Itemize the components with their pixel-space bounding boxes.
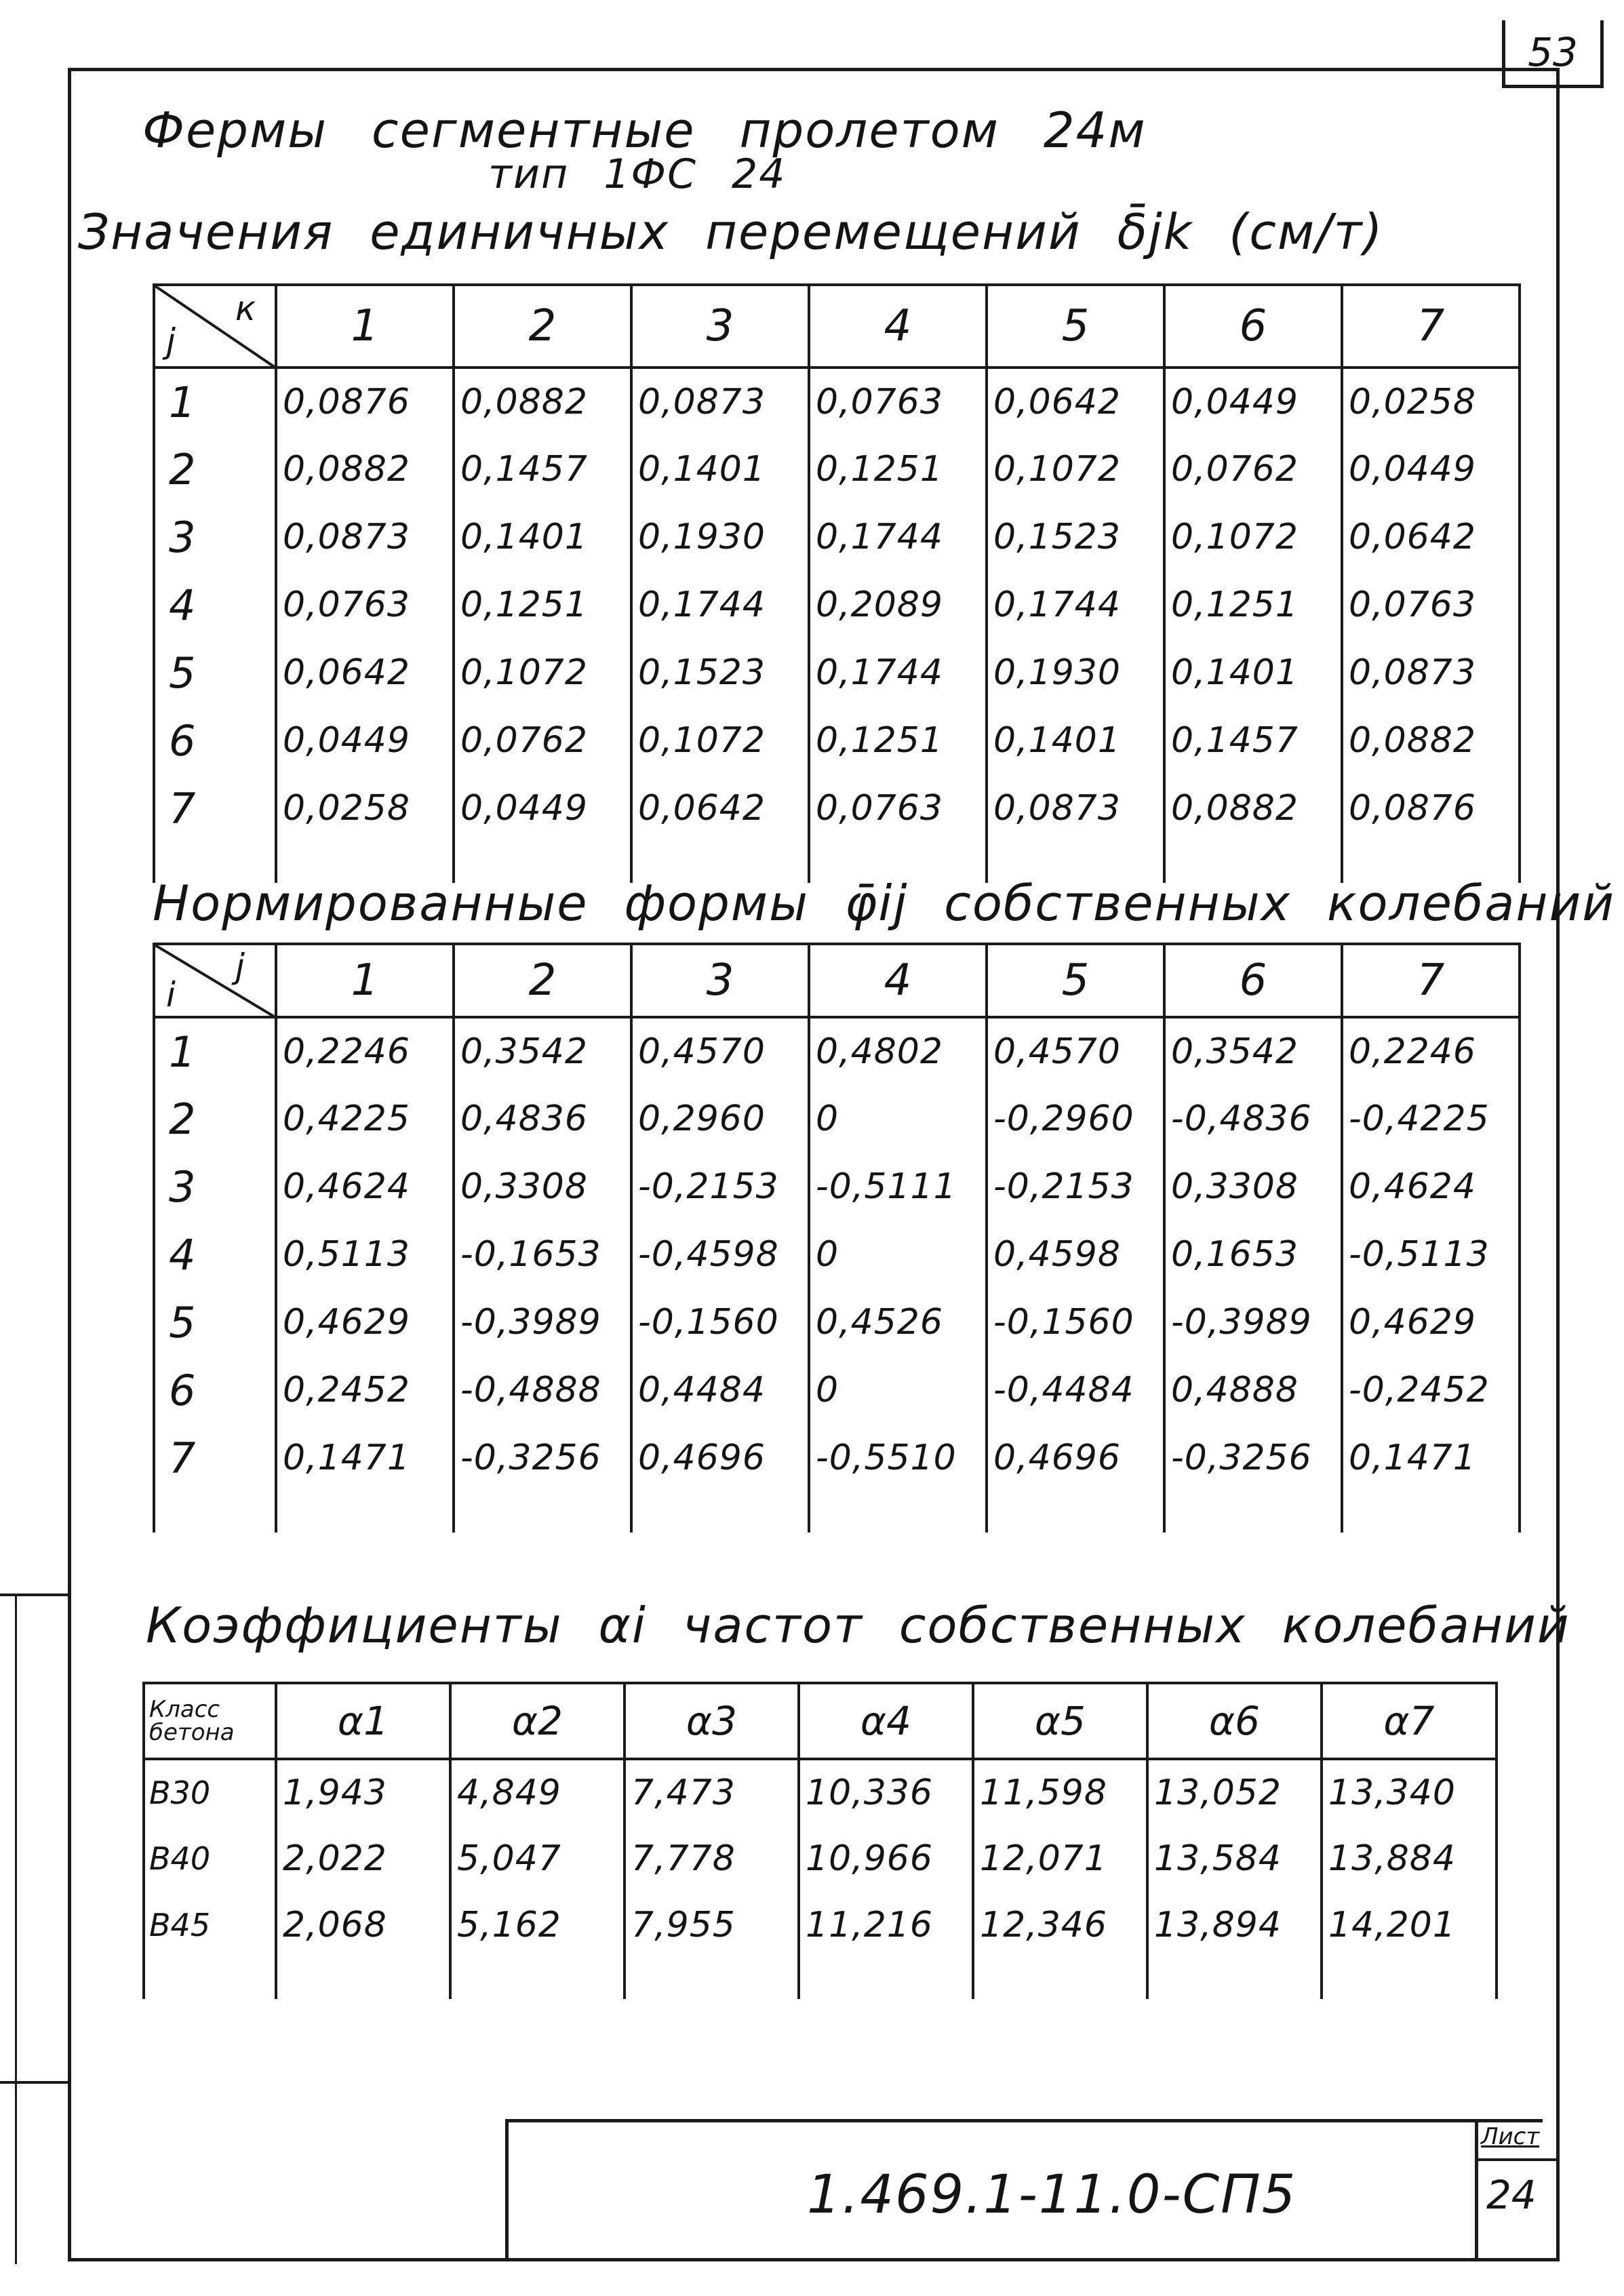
binding-strip bbox=[0, 1594, 68, 2264]
table-cell: 0,0763 bbox=[1342, 571, 1520, 639]
column-header: 2 bbox=[454, 285, 631, 368]
table-corner-cell bbox=[154, 944, 276, 1017]
row-label: В40 bbox=[144, 1825, 276, 1892]
column-header: 4 bbox=[809, 944, 987, 1017]
column-header: 5 bbox=[987, 285, 1164, 368]
column-header: α4 bbox=[799, 1683, 973, 1759]
strip-rule bbox=[0, 2081, 68, 2084]
row-label: 5 bbox=[154, 1288, 276, 1356]
table-row bbox=[154, 1424, 1520, 1492]
table-cell: 0,1457 bbox=[1164, 707, 1342, 774]
row-label: 1 bbox=[154, 1017, 276, 1085]
row-label: 2 bbox=[154, 1085, 276, 1153]
table-cell: 0,0258 bbox=[276, 774, 454, 842]
table-cell: 10,966 bbox=[799, 1825, 973, 1892]
table-cell: 0,1523 bbox=[631, 639, 809, 707]
table-corner-cell bbox=[154, 285, 276, 368]
table-cell: 0,4802 bbox=[809, 1017, 987, 1085]
table-cell: 7,778 bbox=[625, 1825, 799, 1892]
table-cell: -0,4598 bbox=[631, 1221, 809, 1288]
table-cell: 0,4526 bbox=[809, 1288, 987, 1356]
table-cell: 0,1457 bbox=[454, 435, 631, 503]
table-cell: 0,0882 bbox=[276, 435, 454, 503]
table-row bbox=[154, 639, 1520, 707]
table-row bbox=[154, 1085, 1520, 1153]
table-cell: 0,2960 bbox=[631, 1085, 809, 1153]
table-cell: 0,3308 bbox=[454, 1153, 631, 1221]
table-cell: 0,1744 bbox=[809, 503, 987, 571]
table-row bbox=[154, 1221, 1520, 1288]
section-heading-displacements: Значения единичных перемещений δ̄jk (см/т) bbox=[78, 203, 1384, 260]
table-cell: 0,1072 bbox=[631, 707, 809, 774]
table-cell: 0,4225 bbox=[276, 1085, 454, 1153]
table-cell: 0,1401 bbox=[631, 435, 809, 503]
table-cell: -0,1653 bbox=[454, 1221, 631, 1288]
table-row bbox=[154, 571, 1520, 639]
frequency-coefficients-table bbox=[142, 1682, 1498, 1999]
table-cell: -0,4225 bbox=[1342, 1085, 1520, 1153]
table-cell: 1,943 bbox=[276, 1759, 450, 1825]
table-cell: 0,1744 bbox=[987, 571, 1164, 639]
corner-row-index: j bbox=[166, 321, 176, 361]
row-label: 2 bbox=[154, 435, 276, 503]
table-cell: 0,0873 bbox=[1342, 639, 1520, 707]
row-label: В30 bbox=[144, 1759, 276, 1825]
table-cell: 0,1251 bbox=[809, 435, 987, 503]
table-row bbox=[154, 368, 1520, 435]
table-row bbox=[154, 1017, 1520, 1085]
table-cell: 0,5113 bbox=[276, 1221, 454, 1288]
table-cell: 0,1653 bbox=[1164, 1221, 1342, 1288]
table-cell: 2,068 bbox=[276, 1892, 450, 1958]
row-label: В45 bbox=[144, 1892, 276, 1958]
table-cell: 0,0873 bbox=[276, 503, 454, 571]
table-cell: -0,1560 bbox=[987, 1288, 1164, 1356]
table-cell: 0,0763 bbox=[809, 368, 987, 435]
table-cell: 0,0642 bbox=[987, 368, 1164, 435]
table-cell: 10,336 bbox=[799, 1759, 973, 1825]
row-label: 3 bbox=[154, 503, 276, 571]
table-cell: 13,052 bbox=[1147, 1759, 1322, 1825]
section-heading-mode-shapes: Нормированные формы φ̄ij собственных колебаний bbox=[153, 875, 1616, 932]
table-cell: 0,2089 bbox=[809, 571, 987, 639]
table-cell: -0,4836 bbox=[1164, 1085, 1342, 1153]
table-cell: 11,216 bbox=[799, 1892, 973, 1958]
table-spacer-row bbox=[154, 1492, 1520, 1532]
table-cell: 0,1401 bbox=[454, 503, 631, 571]
table-cell: 13,584 bbox=[1147, 1825, 1322, 1892]
table-cell: 11,598 bbox=[973, 1759, 1147, 1825]
table-cell: -0,2960 bbox=[987, 1085, 1164, 1153]
table-cell: 0,4696 bbox=[987, 1424, 1164, 1492]
table-cell: 0,1072 bbox=[1164, 503, 1342, 571]
document-subtitle: тип 1ФС 24 bbox=[488, 151, 787, 198]
table-cell: 0,0642 bbox=[276, 639, 454, 707]
column-header: 3 bbox=[631, 285, 809, 368]
table-row bbox=[144, 1825, 1497, 1892]
table-cell: -0,5510 bbox=[809, 1424, 987, 1492]
table-row bbox=[144, 1759, 1497, 1825]
table-cell: 0,0642 bbox=[1342, 503, 1520, 571]
table-cell: 0,4624 bbox=[1342, 1153, 1520, 1221]
table-cell: -0,2452 bbox=[1342, 1356, 1520, 1424]
table-cell: -0,1560 bbox=[631, 1288, 809, 1356]
table-row bbox=[154, 707, 1520, 774]
corner-col-index: к bbox=[235, 289, 256, 328]
mode-shapes-table bbox=[153, 943, 1521, 1532]
table-cell: 0,1072 bbox=[987, 435, 1164, 503]
table-cell: 0,3542 bbox=[1164, 1017, 1342, 1085]
table-cell: -0,3989 bbox=[1164, 1288, 1342, 1356]
table-cell: 0,4484 bbox=[631, 1356, 809, 1424]
column-header: 6 bbox=[1164, 944, 1342, 1017]
row-label: 7 bbox=[154, 1424, 276, 1492]
table-cell: 0,0449 bbox=[454, 774, 631, 842]
table-cell: 0,0258 bbox=[1342, 368, 1520, 435]
column-header: α1 bbox=[276, 1683, 450, 1759]
corner-col-index: j bbox=[235, 947, 245, 986]
title-block bbox=[505, 2119, 1543, 2261]
table-cell: 14,201 bbox=[1322, 1892, 1497, 1958]
column-header: 1 bbox=[276, 285, 454, 368]
table-cell: -0,4484 bbox=[987, 1356, 1164, 1424]
table-cell: 0,4629 bbox=[1342, 1288, 1520, 1356]
sheet-label: Лист bbox=[1481, 2123, 1540, 2150]
table-cell: 0,4598 bbox=[987, 1221, 1164, 1288]
table-row bbox=[154, 1153, 1520, 1221]
table-header-row bbox=[154, 944, 1520, 1017]
section-heading-frequency-coefficients: Коэффициенты αi частот собственных колебаний bbox=[146, 1597, 1570, 1654]
table-cell: -0,5113 bbox=[1342, 1221, 1520, 1288]
sheet-divider bbox=[1478, 2158, 1560, 2161]
table-cell: 0,1251 bbox=[809, 707, 987, 774]
row-label: 3 bbox=[154, 1153, 276, 1221]
table-cell: -0,3989 bbox=[454, 1288, 631, 1356]
table-cell: 0,0449 bbox=[276, 707, 454, 774]
table-cell: 0,1072 bbox=[454, 639, 631, 707]
table-header-row bbox=[154, 285, 1520, 368]
table-cell: 0,0642 bbox=[631, 774, 809, 842]
displacements-table bbox=[153, 283, 1521, 883]
table-cell: 0,0449 bbox=[1164, 368, 1342, 435]
table-cell: 0,0763 bbox=[809, 774, 987, 842]
table-row bbox=[154, 435, 1520, 503]
table-cell: 0,1401 bbox=[1164, 639, 1342, 707]
table-cell: 0,4570 bbox=[987, 1017, 1164, 1085]
table-cell: 0,1523 bbox=[987, 503, 1164, 571]
table-cell: 0,4888 bbox=[1164, 1356, 1342, 1424]
table-cell: 12,346 bbox=[973, 1892, 1147, 1958]
table-cell: 0,0873 bbox=[987, 774, 1164, 842]
column-header: 6 bbox=[1164, 285, 1342, 368]
table-row bbox=[154, 1288, 1520, 1356]
table-cell: 0,4629 bbox=[276, 1288, 454, 1356]
column-header: 3 bbox=[631, 944, 809, 1017]
table-cell: 0 bbox=[809, 1221, 987, 1288]
table-cell: 0,2246 bbox=[1342, 1017, 1520, 1085]
table-cell: 0 bbox=[809, 1085, 987, 1153]
table-row bbox=[154, 503, 1520, 571]
row-label: 5 bbox=[154, 639, 276, 707]
table-cell: -0,2153 bbox=[631, 1153, 809, 1221]
column-header: α3 bbox=[625, 1683, 799, 1759]
table-cell: 0,1744 bbox=[809, 639, 987, 707]
column-header: α2 bbox=[450, 1683, 625, 1759]
table-cell: 0,1930 bbox=[631, 503, 809, 571]
table-cell: -0,4888 bbox=[454, 1356, 631, 1424]
row-label: 4 bbox=[154, 571, 276, 639]
table-cell: 0,0762 bbox=[454, 707, 631, 774]
class-header: Класс бетона bbox=[144, 1683, 276, 1759]
table-cell: 2,022 bbox=[276, 1825, 450, 1892]
document-code: 1.469.1-11.0-СП5 bbox=[807, 2164, 1297, 2225]
table-cell: 0,1471 bbox=[1342, 1424, 1520, 1492]
strip-divider bbox=[15, 1596, 17, 2264]
column-header: α6 bbox=[1147, 1683, 1322, 1759]
table-row bbox=[154, 774, 1520, 842]
table-cell: 0,1251 bbox=[1164, 571, 1342, 639]
column-header: 5 bbox=[987, 944, 1164, 1017]
table-cell: 0,3308 bbox=[1164, 1153, 1342, 1221]
column-header: 7 bbox=[1342, 944, 1520, 1017]
table-cell: 0,1471 bbox=[276, 1424, 454, 1492]
table-cell: 0,1401 bbox=[987, 707, 1164, 774]
table-cell: 0,0873 bbox=[631, 368, 809, 435]
table-cell: 4,849 bbox=[450, 1759, 625, 1825]
table-cell: 0,1251 bbox=[454, 571, 631, 639]
row-label: 1 bbox=[154, 368, 276, 435]
column-header: 4 bbox=[809, 285, 987, 368]
table-cell: 7,473 bbox=[625, 1759, 799, 1825]
sheet-number: 24 bbox=[1486, 2172, 1537, 2218]
table-cell: 0,0449 bbox=[1342, 435, 1520, 503]
table-cell: 7,955 bbox=[625, 1892, 799, 1958]
table-header-row bbox=[144, 1683, 1497, 1759]
table-cell: 0,4624 bbox=[276, 1153, 454, 1221]
table-cell: -0,3256 bbox=[454, 1424, 631, 1492]
table-cell: 13,894 bbox=[1147, 1892, 1322, 1958]
table-cell: 0 bbox=[809, 1356, 987, 1424]
table-cell: -0,5111 bbox=[809, 1153, 987, 1221]
table-cell: 0,0876 bbox=[276, 368, 454, 435]
table-cell: 0,0882 bbox=[454, 368, 631, 435]
table-cell: 0,1744 bbox=[631, 571, 809, 639]
table-spacer-row bbox=[144, 1958, 1497, 1999]
corner-row-index: i bbox=[166, 975, 176, 1014]
table-cell: 12,071 bbox=[973, 1825, 1147, 1892]
column-header: 2 bbox=[454, 944, 631, 1017]
table-cell: 13,884 bbox=[1322, 1825, 1497, 1892]
table-row bbox=[154, 1356, 1520, 1424]
table-cell: 0,2246 bbox=[276, 1017, 454, 1085]
sheet-box bbox=[1475, 2119, 1560, 2261]
table-cell: 0,0876 bbox=[1342, 774, 1520, 842]
table-cell: 0,4570 bbox=[631, 1017, 809, 1085]
table-cell: -0,2153 bbox=[987, 1153, 1164, 1221]
row-label: 6 bbox=[154, 1356, 276, 1424]
table-cell: -0,3256 bbox=[1164, 1424, 1342, 1492]
document-title: Фермы сегментные пролетом 24м bbox=[142, 102, 1147, 159]
table-cell: 0,4836 bbox=[454, 1085, 631, 1153]
table-cell: 0,0762 bbox=[1164, 435, 1342, 503]
row-label: 4 bbox=[154, 1221, 276, 1288]
column-header: α5 bbox=[973, 1683, 1147, 1759]
table-cell: 5,047 bbox=[450, 1825, 625, 1892]
table-row bbox=[144, 1892, 1497, 1958]
table-cell: 0,1930 bbox=[987, 639, 1164, 707]
table-cell: 0,0882 bbox=[1164, 774, 1342, 842]
row-label: 7 bbox=[154, 774, 276, 842]
table-cell: 0,4696 bbox=[631, 1424, 809, 1492]
column-header: 1 bbox=[276, 944, 454, 1017]
page-number: 53 bbox=[1502, 20, 1604, 88]
column-header: α7 bbox=[1322, 1683, 1497, 1759]
table-cell: 0,2452 bbox=[276, 1356, 454, 1424]
row-label: 6 bbox=[154, 707, 276, 774]
table-cell: 13,340 bbox=[1322, 1759, 1497, 1825]
table-cell: 0,0882 bbox=[1342, 707, 1520, 774]
table-cell: 5,162 bbox=[450, 1892, 625, 1958]
column-header: 7 bbox=[1342, 285, 1520, 368]
table-cell: 0,3542 bbox=[454, 1017, 631, 1085]
table-cell: 0,0763 bbox=[276, 571, 454, 639]
